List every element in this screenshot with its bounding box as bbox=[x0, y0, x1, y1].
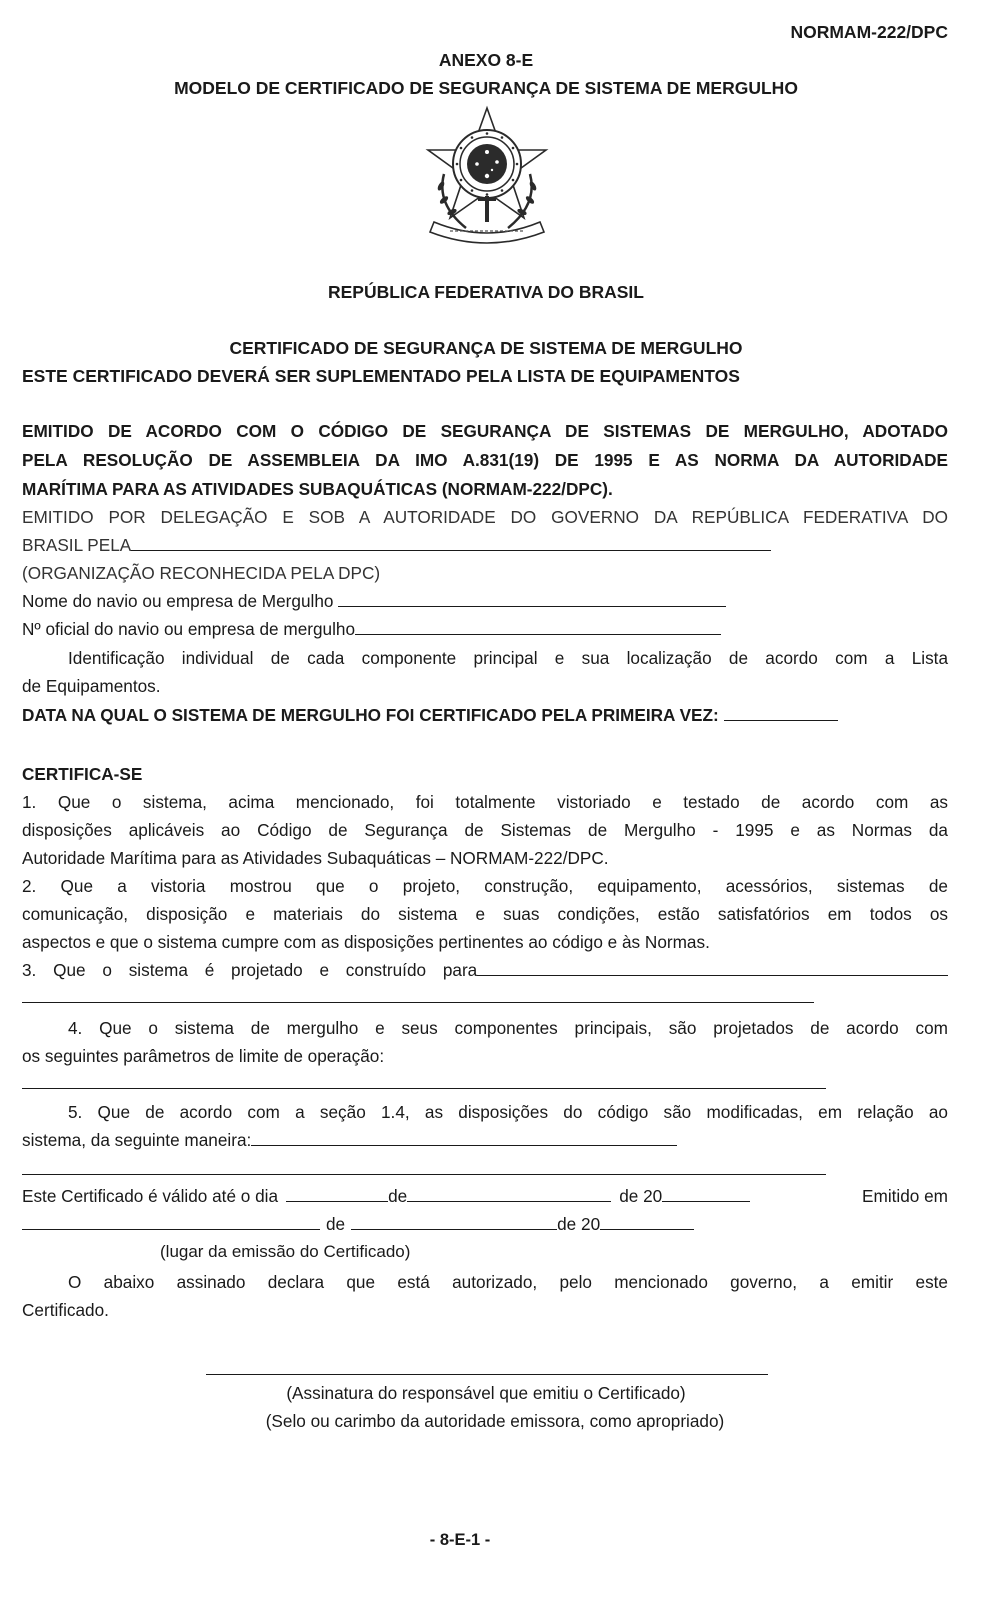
issue-year-prefix: de 20 bbox=[557, 1214, 601, 1234]
item-2-line-3: aspectos e que o sistema cumpre com as disposições pertinentes ao código e às Normas. bbox=[22, 932, 710, 952]
ship-name-row bbox=[22, 587, 948, 615]
item-2-line-1: 2. Que a vistoria mostrou que o projeto, construção, equipamento, acessórios, sistemas de bbox=[22, 876, 948, 896]
declaration-line-2: Certificado. bbox=[22, 1300, 109, 1320]
item-5-label: sistema, da seguinte maneira: bbox=[22, 1130, 252, 1150]
item-4-blank[interactable] bbox=[22, 1076, 826, 1089]
issuing-organization-blank[interactable] bbox=[131, 535, 771, 551]
item-3-continuation-blank[interactable] bbox=[22, 990, 814, 1003]
document-code: NORMAM-222/DPC bbox=[790, 22, 948, 42]
ship-number-label: Nº oficial do navio ou empresa de mergulho bbox=[22, 619, 356, 639]
issue-year-blank[interactable] bbox=[600, 1214, 694, 1230]
issue-place-row bbox=[22, 1210, 948, 1238]
valid-day-blank[interactable] bbox=[286, 1186, 388, 1202]
item-3-row bbox=[22, 956, 948, 984]
page-number: - 8-E-1 - bbox=[429, 1531, 491, 1549]
item-2-line-2: comunicação, disposição e materiais do sistema e suas condições, estão satisfatórios em todos os bbox=[22, 904, 948, 924]
issue-place-blank[interactable] bbox=[22, 1214, 320, 1230]
item-1-line-1: 1. Que o sistema, acima mencionado, foi totalmente vistoriado e testado de acordo com as bbox=[22, 792, 948, 812]
issue-month-blank[interactable] bbox=[351, 1214, 557, 1230]
first-certification-date-blank[interactable] bbox=[724, 705, 838, 721]
ship-name-label: Nome do navio ou empresa de Mergulho bbox=[22, 591, 334, 611]
signature-line[interactable] bbox=[206, 1362, 768, 1375]
certificate-title: CERTIFICADO DE SEGURANÇA DE SISTEMA DE MERGULHO bbox=[229, 338, 743, 358]
seal-caption: (Selo ou carimbo da autoridade emissora, como apropriado) bbox=[265, 1411, 725, 1431]
first-certification-label: DATA NA QUAL O SISTEMA DE MERGULHO FOI CERTIFICADO PELA PRIMEIRA VEZ: bbox=[22, 705, 719, 725]
valid-month-blank[interactable] bbox=[407, 1186, 611, 1202]
delegation-line-2 bbox=[22, 531, 948, 559]
issued-bold-line-2: PELA RESOLUÇÃO DE ASSEMBLEIA DA IMO A.831(19) DE 1995 E AS NORMA DA AUTORIDADE bbox=[22, 450, 948, 470]
brazil-coat-of-arms-icon bbox=[414, 104, 560, 244]
model-title: MODELO DE CERTIFICADO DE SEGURANÇA DE SISTEMA DE MERGULHO bbox=[174, 78, 798, 98]
item-4-line-2: os seguintes parâmetros de limite de operação: bbox=[22, 1046, 385, 1066]
item-1-line-3: Autoridade Marítima para as Atividades Subaquáticas – NORMAM-222/DPC. bbox=[22, 848, 609, 868]
ship-number-row bbox=[22, 615, 948, 643]
item-3-label: 3. Que o sistema é projetado e construído para bbox=[22, 960, 478, 980]
issue-place-note: (lugar da emissão do Certificado) bbox=[160, 1242, 411, 1261]
delegation-by-label: BRASIL PELA bbox=[22, 535, 132, 555]
republic-title: REPÚBLICA FEDERATIVA DO BRASIL bbox=[328, 282, 644, 302]
item-5-continuation-blank[interactable] bbox=[22, 1162, 826, 1175]
issued-bold-line-3: MARÍTIMA PARA AS ATIVIDADES SUBAQUÁTICAS (NORMAM-222/DPC). bbox=[22, 479, 613, 499]
first-certification-row bbox=[22, 701, 948, 729]
identification-line-2: de Equipamentos. bbox=[22, 676, 161, 696]
issue-de-label: de bbox=[326, 1214, 346, 1234]
annex-title: ANEXO 8-E bbox=[438, 50, 534, 70]
ship-number-blank[interactable] bbox=[355, 619, 721, 635]
recognized-organization-note: (ORGANIZAÇÃO RECONHECIDA PELA DPC) bbox=[22, 563, 381, 583]
item-5-line-1: 5. Que de acordo com a seção 1.4, as disposições do código são modificadas, em relação ao bbox=[68, 1102, 948, 1122]
valid-year-prefix: de 20 bbox=[619, 1186, 663, 1206]
declaration-line-1: O abaixo assinado declara que está autorizado, pelo mencionado governo, a emitir este bbox=[68, 1272, 948, 1292]
identification-line-1: Identificação individual de cada componente principal e sua localização de acordo com a Lista bbox=[68, 648, 948, 668]
issued-at-label: Emitido em bbox=[862, 1186, 948, 1206]
certificate-subtitle: ESTE CERTIFICADO DEVERÁ SER SUPLEMENTADO PELA LISTA DE EQUIPAMENTOS bbox=[22, 366, 740, 386]
valid-year-blank[interactable] bbox=[662, 1186, 750, 1202]
certifica-heading: CERTIFICA-SE bbox=[22, 764, 143, 784]
item-3-blank[interactable] bbox=[477, 960, 948, 976]
validity-row bbox=[22, 1182, 948, 1210]
item-4-line-1: 4. Que o sistema de mergulho e seus componentes principais, são projetados de acordo com bbox=[68, 1018, 948, 1038]
issued-bold-line-1: EMITIDO DE ACORDO COM O CÓDIGO DE SEGURANÇA DE SISTEMAS DE MERGULHO, ADOTADO bbox=[22, 421, 948, 441]
delegation-line-1: EMITIDO POR DELEGAÇÃO E SOB A AUTORIDADE DO GOVERNO DA REPÚBLICA FEDERATIVA DO bbox=[22, 507, 948, 527]
item-1-line-2: disposições aplicáveis ao Código de Segurança de Sistemas de Mergulho - 1995 e as Normas da bbox=[22, 820, 948, 840]
item-5-line-2 bbox=[22, 1126, 948, 1154]
signer-caption: (Assinatura do responsável que emitiu o Certificado) bbox=[286, 1383, 686, 1403]
item-5-blank[interactable] bbox=[251, 1130, 677, 1146]
ship-name-blank[interactable] bbox=[338, 591, 726, 607]
valid-until-label: Este Certificado é válido até o dia bbox=[22, 1186, 279, 1206]
valid-de-label: de bbox=[388, 1186, 408, 1206]
